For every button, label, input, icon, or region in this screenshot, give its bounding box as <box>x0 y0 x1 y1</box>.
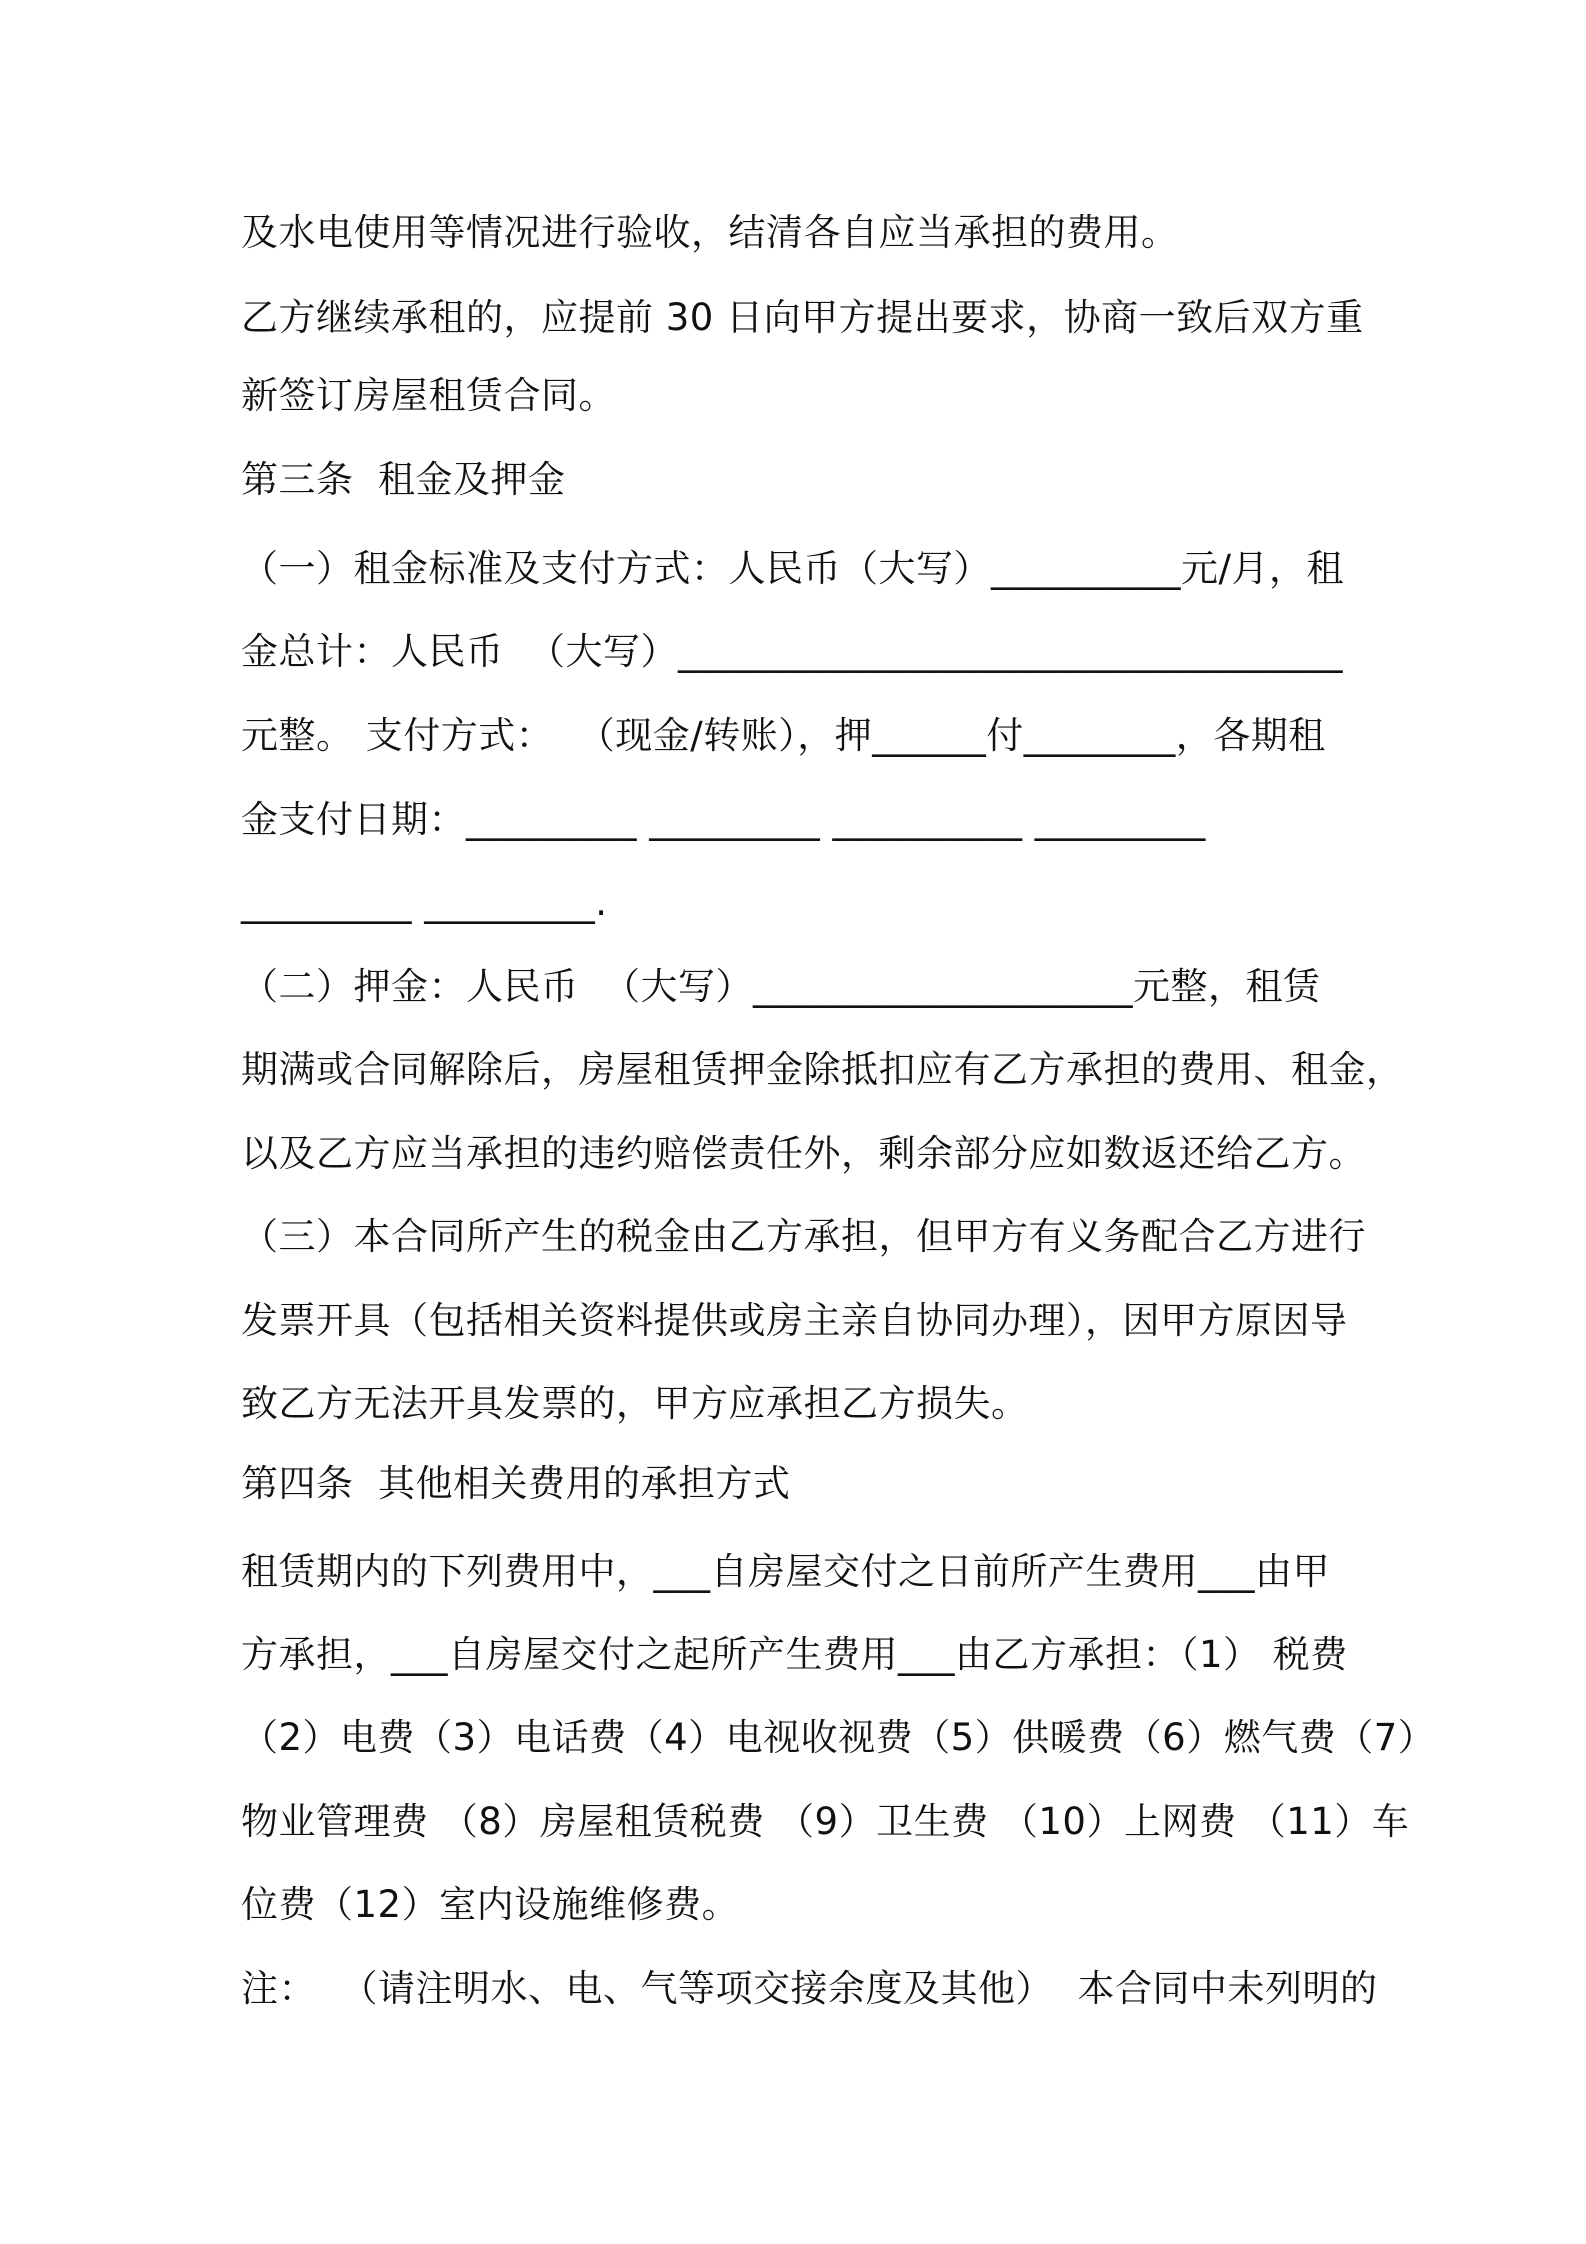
text-line: 以及乙方应当承担的违约赔偿责任外，剩余部分应如数返还给乙方。 <box>241 1132 1366 1175</box>
text-line: 发票开具（包括相关资料提供或房主亲自协同办理），因甲方原因导 <box>241 1299 1348 1342</box>
text-line: （一）租金标准及支付方式：人民币（大写）__________元/月，租 <box>241 547 1344 590</box>
text-line: 乙方继续承租的，应提前 30 日向甲方提出要求，协商一致后双方重 <box>241 296 1364 339</box>
text-line: 租赁期内的下列费用中，___自房屋交付之日前所产生费用___由甲 <box>241 1550 1330 1593</box>
text-line: _________ _________. <box>241 881 608 924</box>
text-line: （2）电费（3）电话费（4）电视收视费（5）供暖费（6）燃气费（7） <box>241 1716 1436 1759</box>
section-heading: 第三条 租金及押金 <box>241 458 566 501</box>
text-line: 致乙方无法开具发票的，甲方应承担乙方损失。 <box>241 1382 1029 1425</box>
text-line: 注： （请注明水、电、气等项交接余度及其他） 本合同中未列明的 <box>241 1967 1378 2010</box>
text-line: 新签订房屋租赁合同。 <box>241 374 616 417</box>
text-line: 物业管理费 （8）房屋租赁税费 （9）卫生费 （10）上网费 （11）车 <box>241 1800 1410 1843</box>
section-heading: 第四条 其他相关费用的承担方式 <box>241 1462 791 1505</box>
text-line: 及水电使用等情况进行验收，结清各自应当承担的费用。 <box>241 211 1179 254</box>
text-line: （二）押金：人民币 （大写）____________________元整，租赁 <box>241 965 1321 1008</box>
text-line: 金总计：人民币 （大写）___________________________________ <box>241 630 1344 673</box>
text-line: 方承担，___自房屋交付之起所产生费用___由乙方承担：（1） 税费 <box>241 1633 1348 1676</box>
text-line: 金支付日期：_________ _________ __________ _________ <box>241 798 1206 841</box>
text-line: （三）本合同所产生的税金由乙方承担，但甲方有义务配合乙方进行 <box>241 1215 1366 1258</box>
text-line: 期满或合同解除后，房屋租赁押金除抵扣应有乙方承担的费用、租金， <box>241 1048 1404 1091</box>
text-line: 位费（12）室内设施维修费。 <box>241 1883 740 1926</box>
text-line: 元整。 支付方式： （现金/转账），押______付________，各期租 <box>241 714 1326 757</box>
